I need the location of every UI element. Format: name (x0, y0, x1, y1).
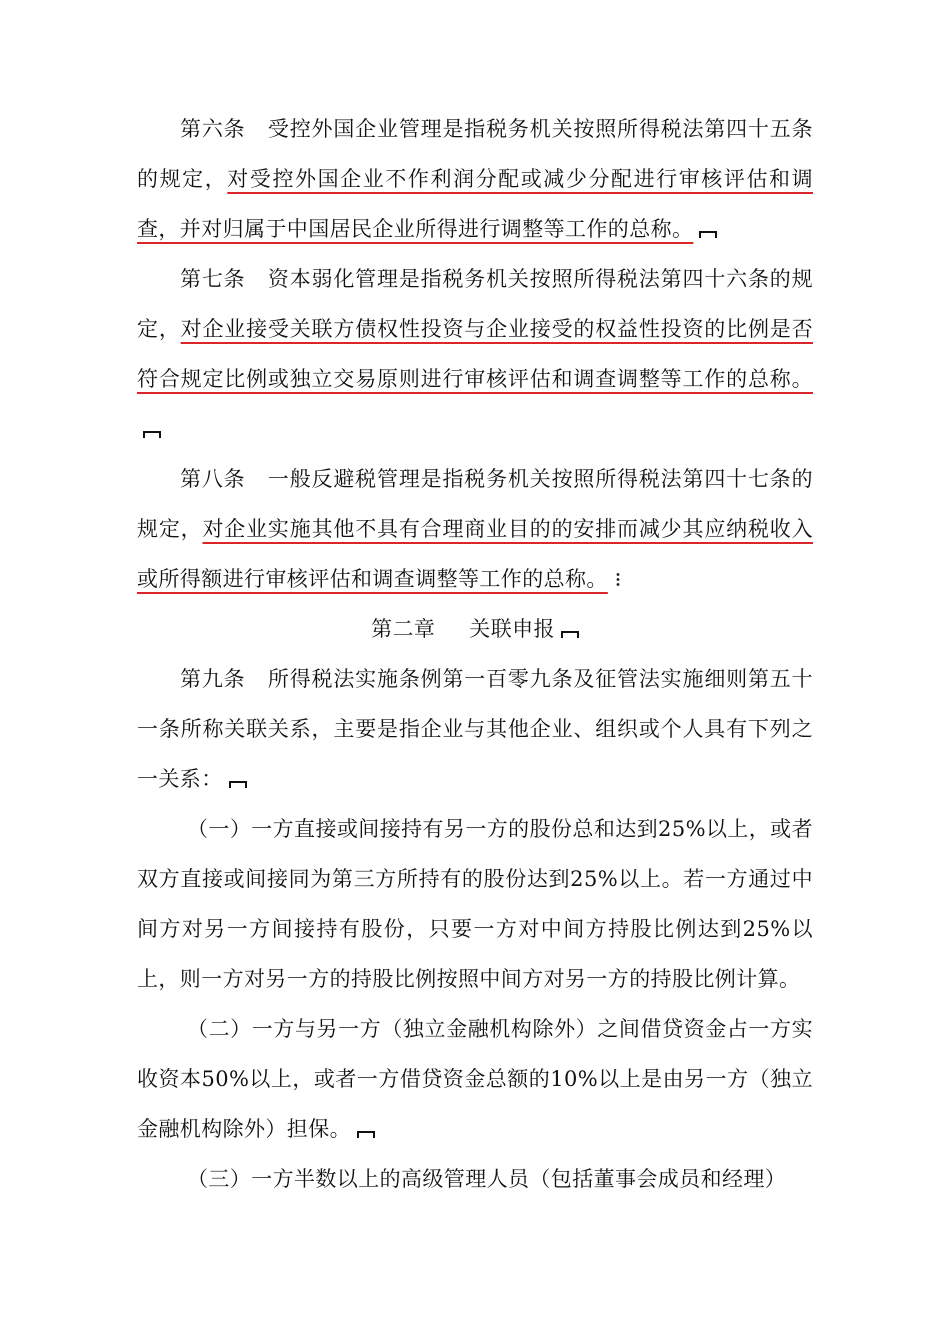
article-text: 受控外国企业管理是指税务机关按照所得税法第四十五条的规定， (137, 117, 813, 191)
paragraph-mark-icon (143, 431, 161, 438)
document-body (137, 104, 813, 1204)
article-9 (137, 654, 813, 804)
chapter-title: 关联申报 (469, 617, 555, 641)
article-text: 资本弱化管理是指税务机关按照所得税法第四十六条的规定， (137, 267, 813, 341)
article-6 (137, 104, 813, 254)
underlined-text: 对企业接受关联方债权性投资与企业接受的权益性投资的比例是否符合规定比例或独立交易原则进行审核评估和调查调整等工作的总称。 (137, 317, 813, 391)
list-item (137, 1004, 813, 1154)
paragraph-mark-icon (699, 231, 717, 238)
list-item (137, 1154, 813, 1204)
article-label: 第九条 (180, 667, 246, 691)
article-label: 第六条 (180, 117, 246, 141)
article-text: 一般反避税管理是指税务机关按照所得税法第四十七条的规定， (137, 467, 813, 541)
paragraph-mark-icon (561, 631, 579, 638)
article-7 (137, 254, 813, 454)
chapter-number: 第二章 (371, 617, 436, 641)
article-text: 所得税法实施条例第一百零九条及征管法实施细则第五十一条所称关联关系，主要是指企业与其他企业、组织或个人具有下列之一关系： (137, 667, 813, 791)
chapter-heading (137, 604, 813, 654)
article-8 (137, 454, 813, 604)
underlined-text: 对企业实施其他不具有合理商业目的的安排而减少其应纳税收入或所得额进行审核评估和调查调整等工作的总称。 (137, 517, 814, 591)
article-label: 第七条 (180, 267, 246, 291)
article-label: 第八条 (180, 467, 246, 491)
vertical-dots-icon (616, 572, 620, 588)
paragraph-mark-icon (357, 1131, 375, 1138)
list-item (137, 804, 813, 1004)
list-item-text: （二）一方与另一方（独立金融机构除外）之间借贷资金占一方实收资本50%以上，或者一方借贷资金总额的10%以上是由另一方（独立金融机构除外）担保。 (137, 1017, 813, 1141)
list-item-text: （三）一方半数以上的高级管理人员（包括董事会成员和经理） (187, 1167, 787, 1191)
list-item-text: （一）一方直接或间接持有另一方的股份总和达到25%以上，或者双方直接或间接同为第三方所持有的股份达到25%以上。若一方通过中间方对另一方间接持有股份，只要一方对中间方持股比例达到25%以上，则一方对另一方的持股比例按照中间方对另一方的持股比例计算。 (137, 817, 813, 991)
underlined-text: 对受控外国企业不作利润分配或减少分配进行审核评估和调查，并对归属于中国居民企业所得进行调整等工作的总称。 (137, 167, 813, 241)
paragraph-mark-icon (229, 781, 247, 788)
